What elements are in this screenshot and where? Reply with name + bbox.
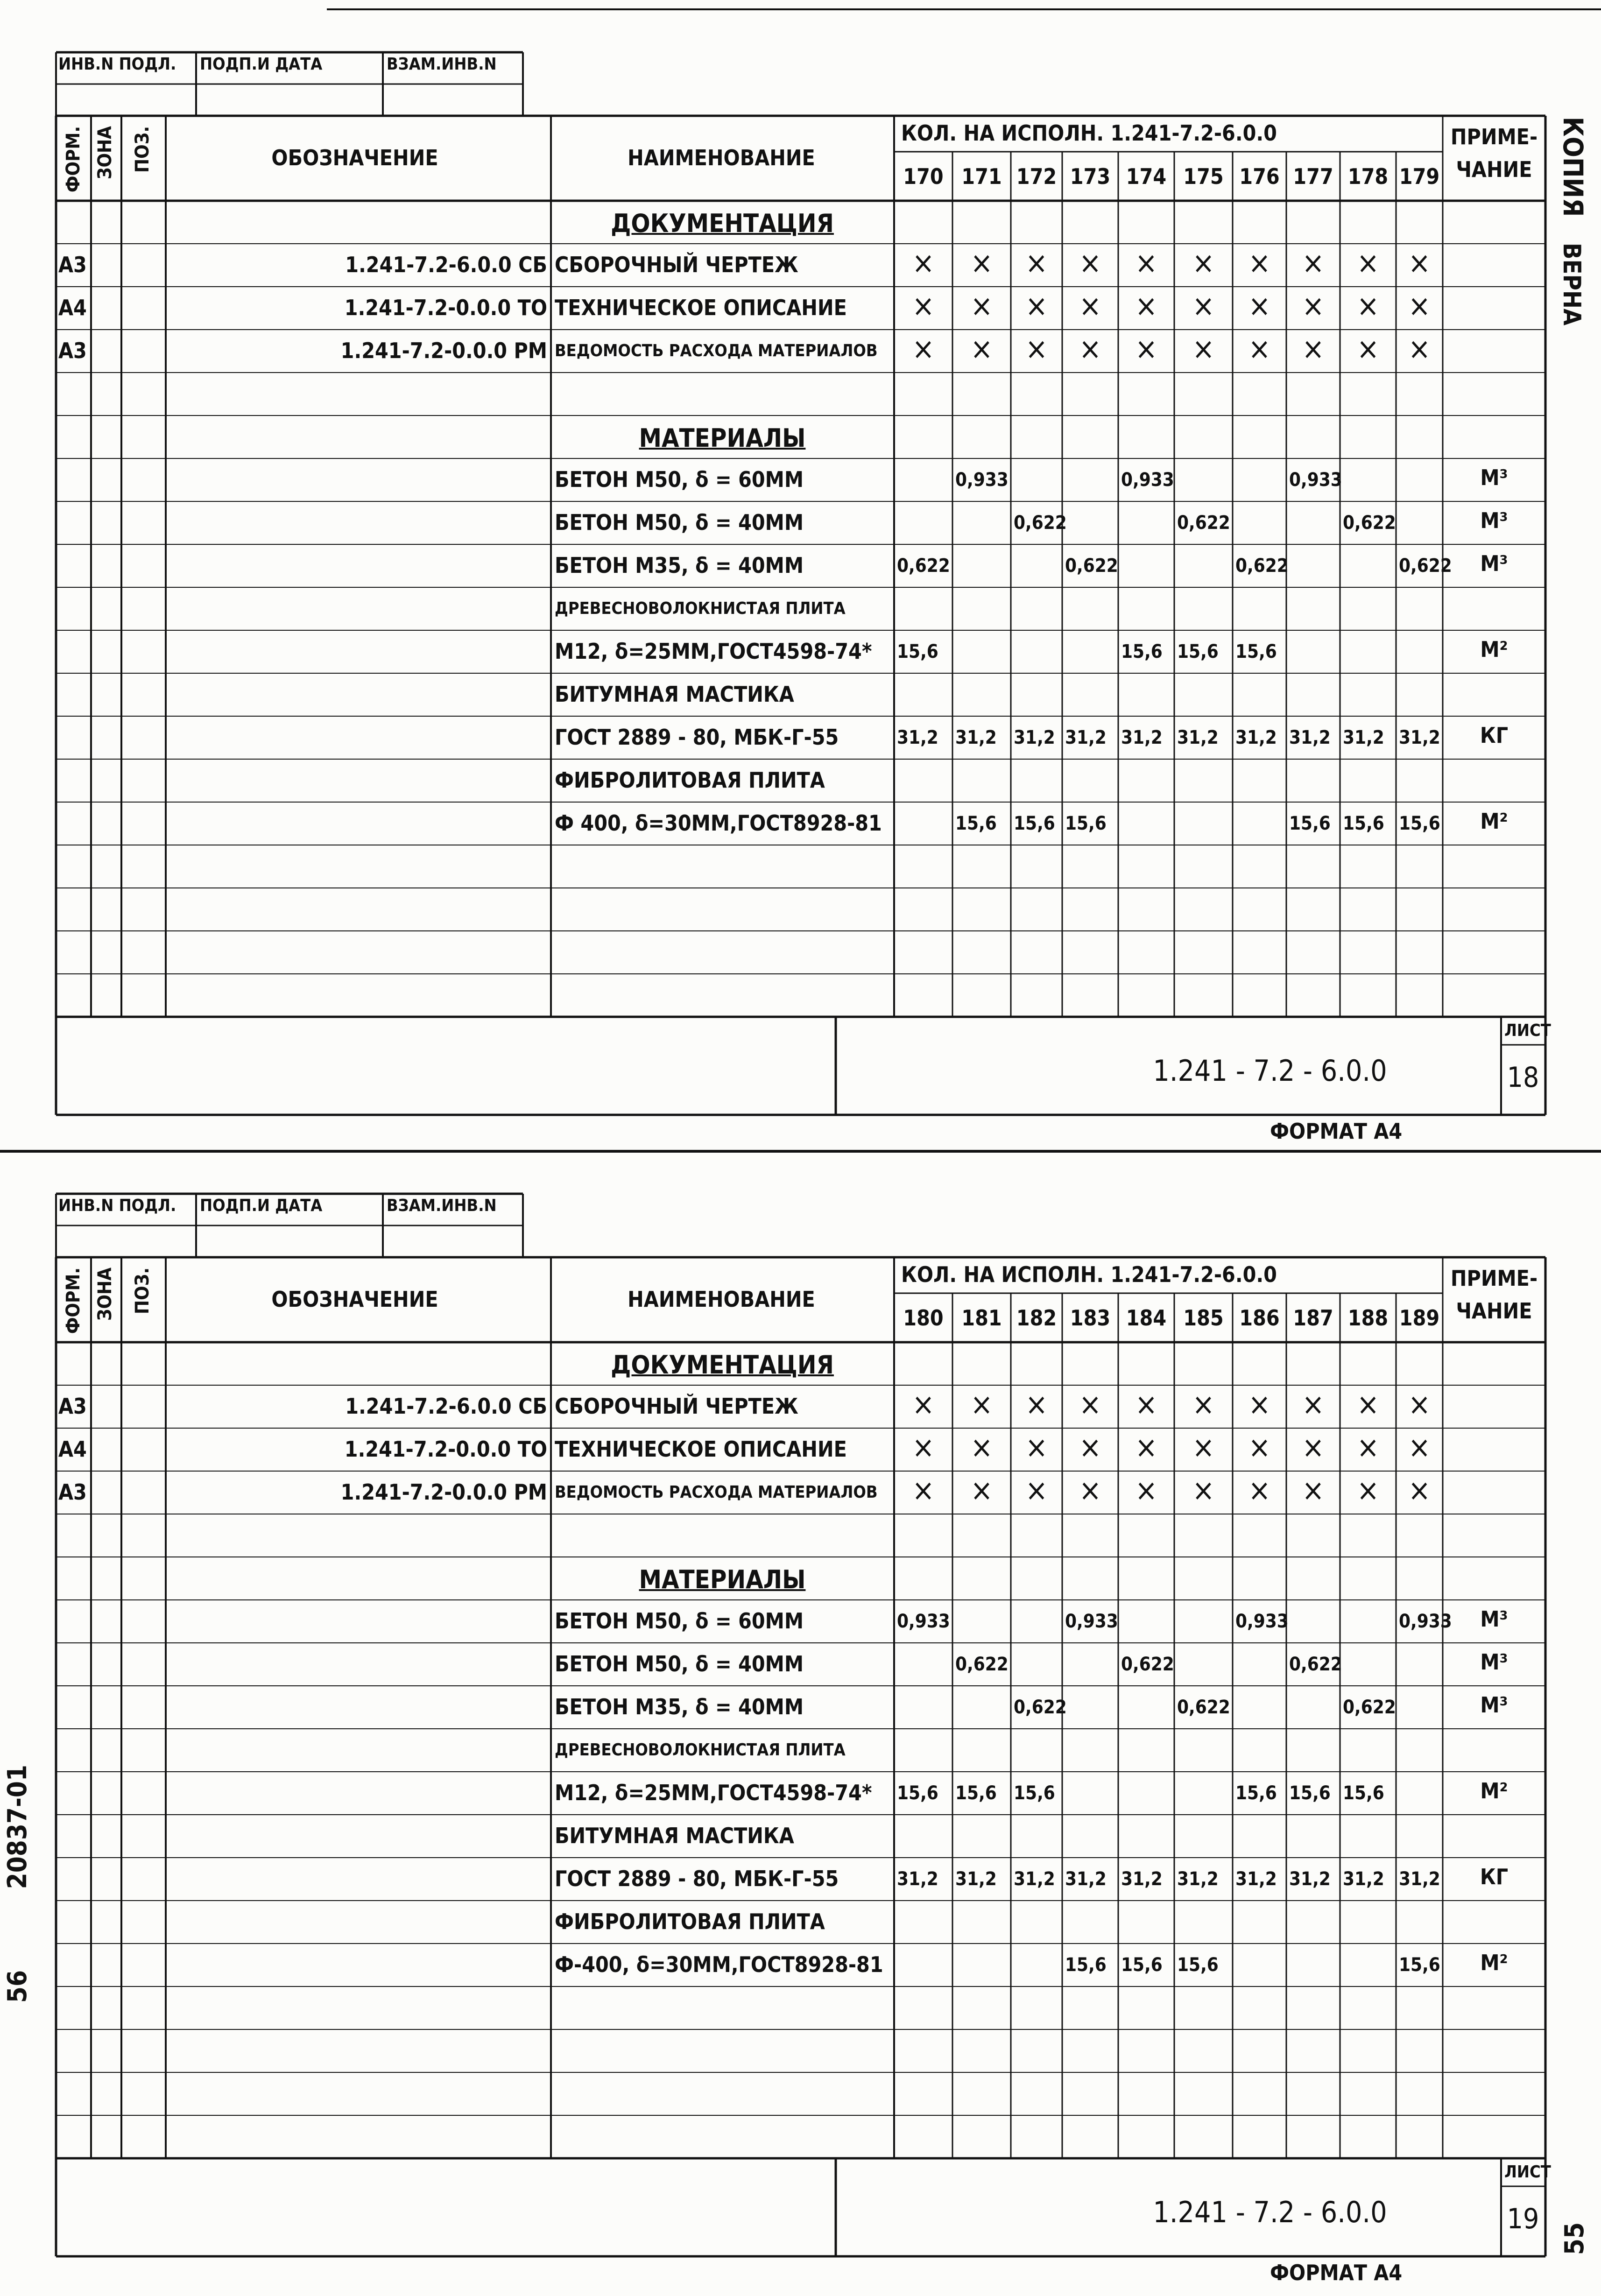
applicability-mark: × (1248, 1473, 1271, 1508)
applicability-mark: × (1135, 1387, 1158, 1422)
document-designation: 1.241 - 7.2 - 6.0.0 (1153, 2195, 1387, 2229)
applicability-mark: × (912, 332, 935, 366)
applicability-mark: × (1408, 1473, 1431, 1508)
applicability-mark: × (1135, 332, 1158, 366)
material-quantity: 0,933 (1121, 469, 1174, 491)
material-quantity: 0,622 (1343, 512, 1396, 534)
material-name: ДРЕВЕСНОВОЛОКНИСТАЯ ПЛИТА (555, 599, 846, 618)
applicability-mark: × (1356, 1387, 1380, 1422)
page-number-left: 56 (2, 1970, 33, 2003)
doc-name: СБОРОЧНЫЙ ЧЕРТЕЖ (555, 252, 798, 277)
applicability-mark: × (1408, 332, 1431, 366)
applicability-mark: × (1025, 1430, 1048, 1465)
section-materials: МАТЕРИАЛЫ (639, 1565, 806, 1594)
variant-number: 184 (1126, 1305, 1167, 1331)
variant-number: 189 (1399, 1305, 1440, 1331)
applicability-mark: × (1135, 1473, 1158, 1508)
applicability-mark: × (970, 246, 993, 281)
material-quantity: 0,622 (897, 555, 950, 577)
archive-number: 20837-01 (2, 1765, 33, 1889)
sheet-number: 19 (1507, 2203, 1539, 2235)
variant-number: 173 (1070, 164, 1111, 189)
material-quantity: 0,622 (1177, 1697, 1230, 1718)
material-name: БЕТОН М35, δ = 40ММ (555, 553, 804, 578)
sheet-label: ЛИСТ (1504, 2162, 1551, 2182)
material-quantity: 0,933 (897, 1611, 950, 1632)
applicability-mark: × (1079, 1430, 1102, 1465)
doc-code: 1.241-7.2-6.0.0 СБ (345, 1394, 547, 1419)
material-quantity: 15,6 (897, 641, 938, 662)
document-designation: 1.241 - 7.2 - 6.0.0 (1153, 1054, 1387, 1088)
applicability-mark: × (1079, 289, 1102, 324)
material-quantity: 31,2 (1399, 1868, 1440, 1890)
applicability-mark: × (1302, 1387, 1325, 1422)
doc-format: А3 (58, 1479, 87, 1505)
material-unit: М³ (1480, 1649, 1508, 1675)
material-unit: М² (1480, 637, 1508, 662)
material-unit: КГ (1480, 1864, 1509, 1889)
applicability-mark: × (912, 289, 935, 324)
applicability-mark: × (1192, 246, 1215, 281)
material-name: БЕТОН М50, δ = 40ММ (555, 1651, 804, 1676)
applicability-mark: × (1356, 1473, 1380, 1508)
header-quantity-per-variant: КОЛ. НА ИСПОЛН. 1.241-7.2-6.0.0 (901, 1262, 1277, 1287)
header-format: ФОРМ. (63, 1268, 84, 1334)
applicability-mark: × (1408, 1387, 1431, 1422)
header-note-2: ЧАНИЕ (1456, 1298, 1532, 1324)
stamp-kopiya: КОПИЯ (1557, 117, 1589, 217)
doc-name: СБОРОЧНЫЙ ЧЕРТЕЖ (555, 1394, 798, 1419)
material-name: ФИБРОЛИТОВАЯ ПЛИТА (555, 1909, 825, 1934)
variant-number: 188 (1347, 1305, 1389, 1331)
material-quantity: 31,2 (1065, 727, 1107, 748)
material-quantity: 15,6 (1014, 1782, 1055, 1804)
material-quantity: 31,2 (1121, 1868, 1163, 1890)
applicability-mark: × (1302, 246, 1325, 281)
applicability-mark: × (1302, 332, 1325, 366)
material-quantity: 0,933 (955, 469, 1009, 491)
material-quantity: 15,6 (1343, 813, 1384, 834)
applicability-mark: × (912, 1387, 935, 1422)
page-number-right: 55 (1559, 2222, 1590, 2255)
material-quantity: 0,933 (1235, 1611, 1289, 1632)
material-quantity: 31,2 (1343, 1868, 1384, 1890)
material-quantity: 15,6 (1289, 1782, 1331, 1804)
material-name: ФИБРОЛИТОВАЯ ПЛИТА (555, 768, 825, 793)
material-quantity: 15,6 (1177, 1954, 1219, 1976)
material-quantity: 15,6 (1014, 813, 1055, 834)
applicability-mark: × (912, 246, 935, 281)
material-quantity: 15,6 (1177, 641, 1219, 662)
variant-number: 181 (961, 1305, 1002, 1331)
applicability-mark: × (912, 1430, 935, 1465)
applicability-mark: × (1356, 246, 1380, 281)
material-quantity: 0,622 (1065, 555, 1118, 577)
applicability-mark: × (1079, 1387, 1102, 1422)
doc-name: ВЕДОМОСТЬ РАСХОДА МАТЕРИАЛОВ (555, 341, 878, 360)
material-quantity: 0,622 (1399, 555, 1452, 577)
material-quantity: 0,622 (1343, 1697, 1396, 1718)
doc-format: А3 (58, 1394, 87, 1419)
variant-number: 176 (1239, 164, 1280, 189)
applicability-mark: × (1192, 332, 1215, 366)
material-unit: М³ (1480, 1692, 1508, 1718)
doc-name: ТЕХНИЧЕСКОЕ ОПИСАНИЕ (555, 1437, 847, 1462)
material-quantity: 15,6 (1399, 1954, 1440, 1976)
material-unit: М³ (1480, 465, 1508, 490)
material-quantity: 0,622 (1289, 1654, 1342, 1675)
doc-name: ТЕХНИЧЕСКОЕ ОПИСАНИЕ (555, 295, 847, 320)
applicability-mark: × (970, 1473, 993, 1508)
header-note-1: ПРИМЕ- (1450, 1266, 1538, 1291)
applicability-mark: × (970, 289, 993, 324)
section-materials: МАТЕРИАЛЫ (639, 423, 806, 453)
variant-number: 180 (903, 1305, 944, 1331)
variant-number: 172 (1016, 164, 1057, 189)
material-quantity: 31,2 (1177, 727, 1219, 748)
header-note-1: ПРИМЕ- (1450, 124, 1538, 149)
format-label: ФОРМАТ А4 (1270, 1119, 1403, 1144)
variant-number: 187 (1293, 1305, 1333, 1331)
material-quantity: 31,2 (1121, 727, 1163, 748)
applicability-mark: × (1248, 246, 1271, 281)
material-name: БЕТОН М35, δ = 40ММ (555, 1694, 804, 1719)
material-quantity: 31,2 (1235, 727, 1277, 748)
stamp-inv-podl-label: ИНВ.N ПОДЛ. (58, 1196, 176, 1215)
material-quantity: 31,2 (1343, 727, 1384, 748)
material-name: М12, δ=25ММ,ГОСТ4598-74* (555, 639, 872, 664)
header-quantity-per-variant: КОЛ. НА ИСПОЛН. 1.241-7.2-6.0.0 (901, 120, 1277, 146)
material-quantity: 15,6 (897, 1782, 938, 1804)
stamp-verna: ВЕРНА (1558, 243, 1586, 326)
variant-number: 174 (1126, 164, 1167, 189)
material-quantity: 0,622 (1014, 512, 1067, 534)
material-name: БИТУМНАЯ МАСТИКА (555, 1823, 794, 1848)
applicability-mark: × (1302, 1430, 1325, 1465)
header-name: НАИМЕНОВАНИЕ (628, 145, 815, 170)
applicability-mark: × (1248, 1387, 1271, 1422)
format-label: ФОРМАТ А4 (1270, 2260, 1403, 2285)
material-name: Ф-400, δ=30ММ,ГОСТ8928-81 (555, 1952, 883, 1977)
applicability-mark: × (1192, 1430, 1215, 1465)
applicability-mark: × (912, 1473, 935, 1508)
applicability-mark: × (1135, 289, 1158, 324)
section-documentation: ДОКУМЕНТАЦИЯ (611, 1350, 834, 1380)
doc-format: А3 (58, 338, 87, 363)
applicability-mark: × (1025, 289, 1048, 324)
material-name: БЕТОН М50, δ = 40ММ (555, 510, 804, 535)
doc-format: А4 (58, 295, 87, 320)
material-quantity: 15,6 (1235, 1782, 1277, 1804)
applicability-mark: × (1025, 246, 1048, 281)
material-quantity: 31,2 (1289, 727, 1331, 748)
variant-number: 171 (961, 164, 1002, 189)
material-quantity: 0,622 (1014, 1697, 1067, 1718)
material-unit: М³ (1480, 1606, 1508, 1632)
applicability-mark: × (1408, 1430, 1431, 1465)
material-quantity: 0,622 (1235, 555, 1289, 577)
variant-number: 186 (1239, 1305, 1280, 1331)
material-quantity: 31,2 (1065, 1868, 1107, 1890)
applicability-mark: × (1356, 1430, 1380, 1465)
material-quantity: 0,622 (955, 1654, 1009, 1675)
material-unit: М³ (1480, 508, 1508, 533)
applicability-mark: × (1025, 1473, 1048, 1508)
material-quantity: 31,2 (897, 727, 938, 748)
header-name: НАИМЕНОВАНИЕ (628, 1287, 815, 1312)
applicability-mark: × (1079, 246, 1102, 281)
material-quantity: 0,622 (1177, 512, 1230, 534)
variant-number: 170 (903, 164, 944, 189)
sheet-number: 18 (1507, 1061, 1539, 1094)
variant-number: 183 (1070, 1305, 1111, 1331)
header-designation: ОБОЗНАЧЕНИЕ (271, 145, 438, 170)
applicability-mark: × (1192, 289, 1215, 324)
stamp-podp-data-label: ПОДП.И ДАТА (200, 1196, 323, 1215)
material-unit: М³ (1480, 551, 1508, 576)
applicability-mark: × (970, 332, 993, 366)
material-quantity: 31,2 (1399, 727, 1440, 748)
material-quantity: 31,2 (1014, 727, 1055, 748)
header-position: ПОЗ. (132, 1268, 153, 1314)
applicability-mark: × (1135, 246, 1158, 281)
material-unit: М² (1480, 809, 1508, 834)
material-unit: КГ (1480, 723, 1509, 748)
applicability-mark: × (970, 1387, 993, 1422)
applicability-mark: × (1079, 1473, 1102, 1508)
stamp-podp-data-label: ПОДП.И ДАТА (200, 55, 323, 74)
variant-number: 178 (1347, 164, 1389, 189)
applicability-mark: × (1248, 1430, 1271, 1465)
sheet-label: ЛИСТ (1504, 1021, 1551, 1040)
variant-number: 182 (1016, 1305, 1057, 1331)
material-name: ГОСТ 2889 - 80, МБК-Г-55 (555, 725, 839, 750)
material-quantity: 0,622 (1121, 1654, 1174, 1675)
header-zone: ЗОНА (94, 1268, 116, 1321)
material-quantity: 15,6 (1343, 1782, 1384, 1804)
material-quantity: 15,6 (1065, 813, 1107, 834)
material-name: БИТУМНАЯ МАСТИКА (555, 682, 794, 707)
applicability-mark: × (1302, 1473, 1325, 1508)
section-documentation: ДОКУМЕНТАЦИЯ (611, 209, 834, 238)
variant-number: 177 (1293, 164, 1333, 189)
material-quantity: 31,2 (897, 1868, 938, 1890)
applicability-mark: × (1192, 1473, 1215, 1508)
applicability-mark: × (1248, 332, 1271, 366)
material-unit: М² (1480, 1778, 1508, 1803)
material-quantity: 15,6 (955, 1782, 997, 1804)
stamp-vzam-inv-label: ВЗАМ.ИНВ.N (387, 1196, 497, 1215)
material-quantity: 0,933 (1399, 1611, 1452, 1632)
material-quantity: 31,2 (1289, 1868, 1331, 1890)
header-zone: ЗОНА (94, 126, 116, 180)
stamp-vzam-inv-label: ВЗАМ.ИНВ.N (387, 55, 497, 74)
applicability-mark: × (1356, 289, 1380, 324)
header-format: ФОРМ. (63, 126, 84, 193)
material-quantity: 15,6 (1235, 641, 1277, 662)
material-name: М12, δ=25ММ,ГОСТ4598-74* (555, 1780, 872, 1805)
material-quantity: 15,6 (955, 813, 997, 834)
doc-code: 1.241-7.2-6.0.0 СБ (345, 252, 547, 277)
header-position: ПОЗ. (132, 126, 153, 173)
material-quantity: 31,2 (1014, 1868, 1055, 1890)
applicability-mark: × (1025, 1387, 1048, 1422)
stamp-inv-podl-label: ИНВ.N ПОДЛ. (58, 55, 176, 74)
material-quantity: 15,6 (1121, 641, 1163, 662)
header-designation: ОБОЗНАЧЕНИЕ (271, 1287, 438, 1312)
material-quantity: 31,2 (955, 1868, 997, 1890)
material-quantity: 15,6 (1121, 1954, 1163, 1976)
applicability-mark: × (970, 1430, 993, 1465)
material-name: ГОСТ 2889 - 80, МБК-Г-55 (555, 1866, 839, 1891)
doc-format: А4 (58, 1437, 87, 1462)
applicability-mark: × (1025, 332, 1048, 366)
applicability-mark: × (1135, 1430, 1158, 1465)
material-quantity: 15,6 (1065, 1954, 1107, 1976)
applicability-mark: × (1192, 1387, 1215, 1422)
material-name: БЕТОН М50, δ = 60ММ (555, 467, 804, 492)
material-quantity: 31,2 (1235, 1868, 1277, 1890)
material-quantity: 15,6 (1399, 813, 1440, 834)
applicability-mark: × (1356, 332, 1380, 366)
doc-name: ВЕДОМОСТЬ РАСХОДА МАТЕРИАЛОВ (555, 1483, 878, 1502)
variant-number: 175 (1183, 164, 1224, 189)
material-quantity: 31,2 (1177, 1868, 1219, 1890)
material-name: БЕТОН М50, δ = 60ММ (555, 1608, 804, 1634)
applicability-mark: × (1408, 246, 1431, 281)
applicability-mark: × (1248, 289, 1271, 324)
header-note-2: ЧАНИЕ (1456, 157, 1532, 182)
variant-number: 185 (1183, 1305, 1224, 1331)
doc-code: 1.241-7.2-0.0.0 ТО (344, 1437, 547, 1462)
material-quantity: 31,2 (955, 727, 997, 748)
material-quantity: 15,6 (1289, 813, 1331, 834)
doc-format: А3 (58, 252, 87, 277)
material-quantity: 0,933 (1289, 469, 1342, 491)
doc-code: 1.241-7.2-0.0.0 РМ (340, 1479, 547, 1505)
material-name: ДРЕВЕСНОВОЛОКНИСТАЯ ПЛИТА (555, 1740, 846, 1760)
doc-code: 1.241-7.2-0.0.0 РМ (340, 338, 547, 363)
material-unit: М² (1480, 1950, 1508, 1975)
variant-number: 179 (1399, 164, 1440, 189)
applicability-mark: × (1408, 289, 1431, 324)
doc-code: 1.241-7.2-0.0.0 ТО (344, 295, 547, 320)
applicability-mark: × (1302, 289, 1325, 324)
material-name: Ф 400, δ=30ММ,ГОСТ8928-81 (555, 810, 882, 836)
material-quantity: 0,933 (1065, 1611, 1118, 1632)
applicability-mark: × (1079, 332, 1102, 366)
